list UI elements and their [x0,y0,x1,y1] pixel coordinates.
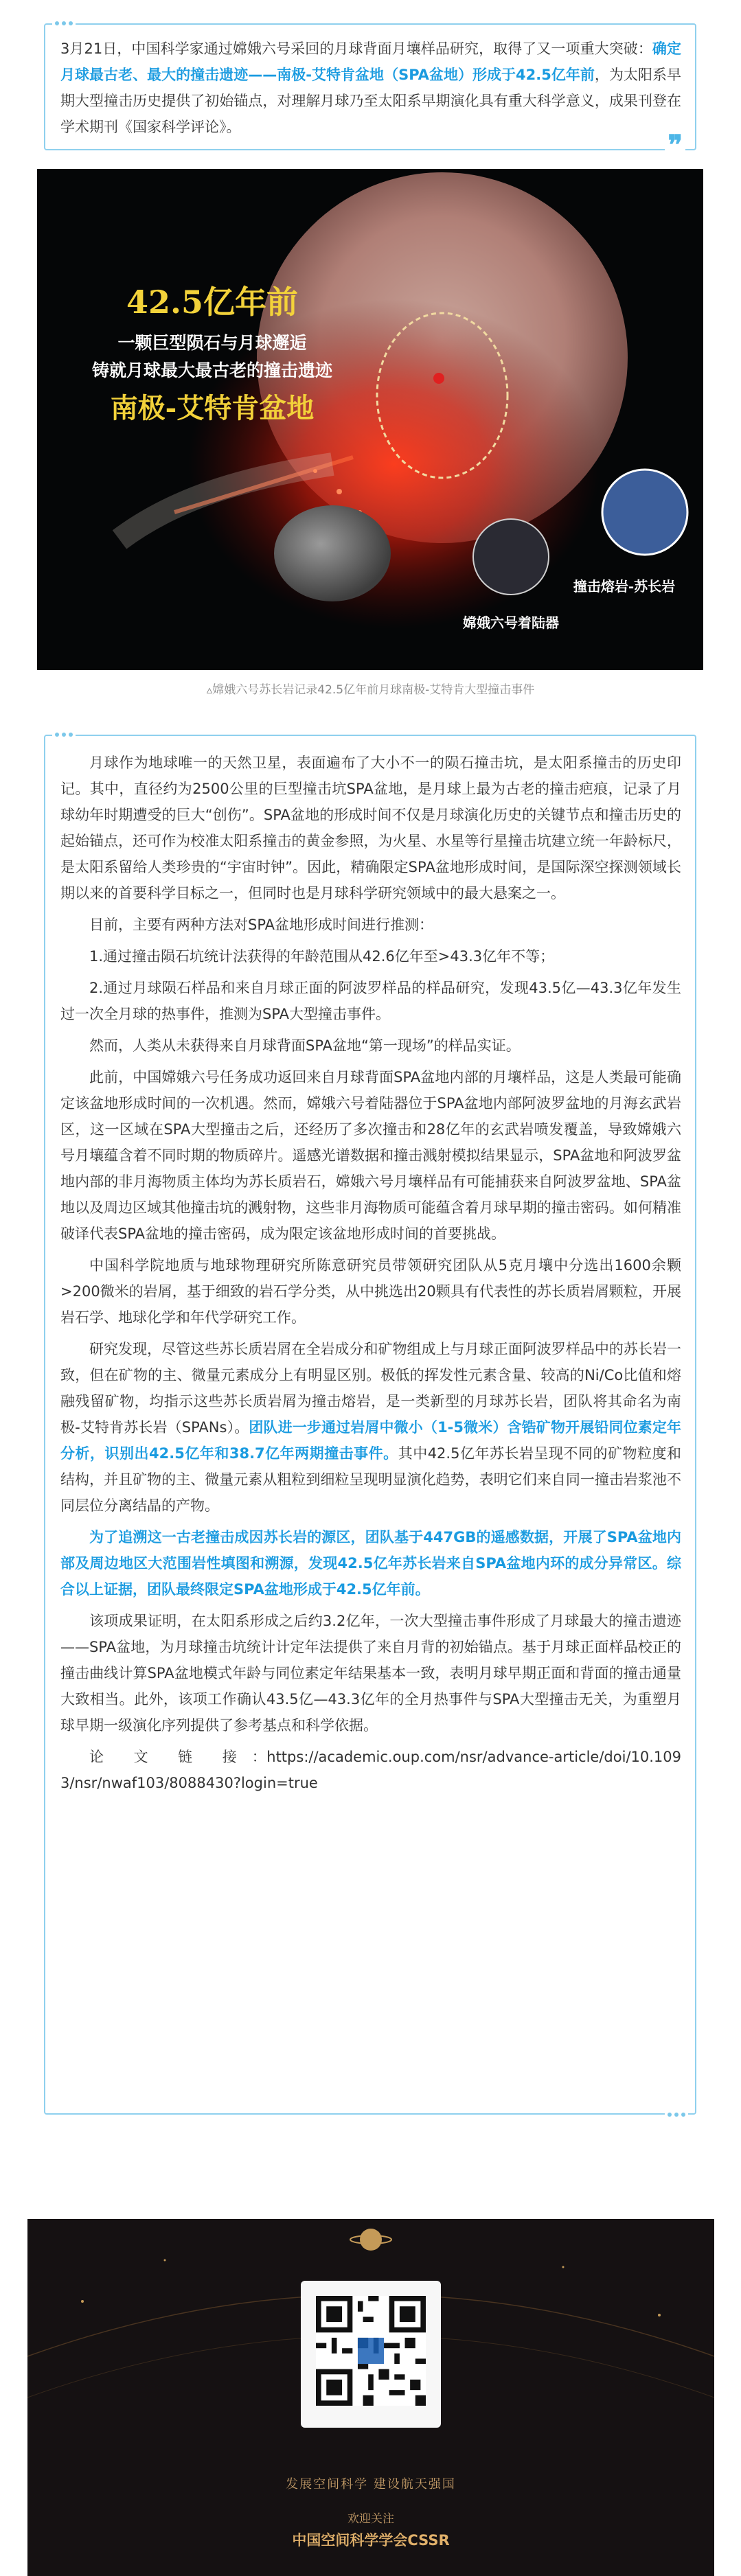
footer-org-name: 中国空间科学学会CSSR [292,2532,450,2549]
hero-label-rock: 撞击熔岩-苏长岩 [573,578,676,595]
article-body [60,750,681,1802]
body-paragraph: 然而，人类从未获得来自月球背面SPA盆地“第一现场”的样品实证。 [89,1037,521,1054]
body-highlight-paragraph: 为了追溯这一古老撞击成因苏长岩的源区，团队基于447GB的遥感数据，开展了SPA盆地内部及周边地区大范围岩性填图和溯源，发现42.5亿年苏长岩来自SPA盆地内环的成分异常区。综合以上证据，团队最终限定SPA盆地形成于42.5亿年前。 [60,1529,681,1598]
paper-link-label: 论 文 链 接 ： [89,1749,267,1765]
hero-subtitle-2: 铸就月球最大最古老的撞击遗迹 [91,360,333,380]
body-paragraph: 2.通过月球陨石样品和来自月球正面的阿波罗样品的样品研究，发现43.5亿—43.3亿年发生过一次全月球的热事件，推测为SPA大型撞击事件。 [60,980,681,1022]
footer-slogan: 发展空间科学 建设航天强国 [286,2477,456,2492]
body-text: 研究发现，尽管这些苏长质岩屑在全岩成分和矿物组成上与月球正面阿波罗样品中的苏长岩一致，但在矿物的主、微量元素成分上有明显区别。极低的挥发性元素含量、较高的Ni/Co比值和熔融残留矿物，均指示这些苏长质岩屑为撞击熔岩，是一类新型的月球苏长岩，团队将其命名为南极-艾特肯苏长岩（SPANs）。 [60,1341,681,1436]
planet-icon [360,2229,382,2251]
body-paragraph: 月球作为地球唯一的天然卫星，表面遍布了大小不一的陨石撞击坑，是太阳系撞击的历史印记。其中，直径约为2500公里的巨型撞击坑SPA盆地，是月球上最为古老的撞击疤痕，记录了月球幼年时期遭受的巨大“创伤”。SPA盆地的形成时间不仅是月球演化历史的关键节点和撞击历史的起始锚点，还可作为校准太阳系撞击的黄金参照，为火星、水星等行星撞击坑建立统一年龄标尺，是太阳系留给人类珍贵的“宇宙时钟”。因此，精确限定SPA盆地形成时间，是国际深空探测领域长期以来的首要科学目标之一，但同时也是月球科学研究领域中的最大悬案之一。 [60,755,681,901]
corner-dots-decoration [52,733,76,737]
intro-paragraph [60,36,681,140]
intro-highlight: 确定月球最古老、最大的撞击遗迹——南极-艾特肯盆地（SPA盆地）形成于42.5亿年前 [60,41,681,83]
intro-text: 3月21日，中国科学家通过嫦娥六号采回的月球背面月壤样品研究，取得了又一项重大突破： [60,41,652,57]
rock-inset [602,470,687,555]
body-text: 其中42.5亿年苏长岩呈现不同的矿物粒度和结构，并且矿物的主、微量元素从粗粒到细粒呈现明显演化趋势，表明它们来自同一撞击岩浆池不同层位分离结晶的产物。 [60,1445,681,1514]
body-highlight: 团队进一步通过岩屑中微小（1-5微米）含锆矿物开展铅同位素定年分析，识别出42.5亿年和38.7亿年两期撞击事件。 [60,1419,681,1462]
body-paragraph: 此前，中国嫦娥六号任务成功返回来自月球背面SPA盆地内部的月壤样品，这是人类最可能确定该盆地形成时间的一次机遇。然而，嫦娥六号着陆器位于SPA盆地内部阿波罗盆地的月海玄武岩区，这一区域在SPA大型撞击之后，还经历了多次撞击和28亿年的玄武岩喷发覆盖，导致嫦娥六号月壤蕴含着不同时期的物质碎片。遥感光谱数据和撞击溅射模拟结果显示，SPA盆地和阿波罗盆地内部的非月海物质主体均为苏长质岩石，嫦娥六号月壤样品有可能捕获来自阿波罗盆地、SPA盆地以及周边区域其他撞击坑的溅射物，这些非月海物质可能蕴含着月球早期的撞击密码。如何精准破译代表SPA盆地的撞击密码，成为限定该盆地形成时间的首要挑战。 [60,1069,681,1242]
image-caption: ▵嫦娥六号苏长岩记录42.5亿年前月球南极-艾特肯大型撞击事件 [206,683,535,697]
body-paragraph: 中国科学院地质与地球物理研究所陈意研究员带领研究团队从5克月壤中分选出1600余颗>200微米的岩屑，基于细致的岩石学分类，从中挑选出20颗具有代表性的苏长质岩屑颗粒，开展岩石学、地球化学和年代学研究工作。 [60,1257,681,1326]
paper-link-paragraph [60,1744,681,1796]
paper-link[interactable]: https://academic.oup.com/nsr/advance-article/doi/10.1093/nsr/nwaf103/8088430?login=true [60,1749,681,1791]
intro-text-end: ，为太阳系早期大型撞击历史提供了初始锚点，对理解月球乃至太阳系早期演化具有重大科学意义，成果刊登在学术期刊《国家科学评论》。 [60,67,682,135]
hero-basin-name: 南极-艾特肯盆地 [110,392,315,424]
body-paragraph: 1.通过撞击陨石坑统计法获得的年龄范围从42.6亿年至>43.3亿年不等； [89,948,555,965]
footer-follow-text: 欢迎关注 [347,2512,394,2526]
corner-dots-decoration [52,21,76,25]
hero-label-lander: 嫦娥六号着陆器 [463,614,559,631]
hero-image [37,169,703,670]
body-paragraph: 目前，主要有两种方法对SPA盆地形成时间进行推测： [89,917,434,933]
footer-banner [27,2219,714,2576]
qr-card [301,2281,441,2428]
hero-subtitle-1: 一颗巨型陨石与月球邂逅 [117,333,307,353]
corner-dots-decoration [665,2113,688,2117]
asteroid-shape [274,505,391,601]
moon-impact-illustration [37,169,703,670]
hero-title-age: 42.5亿年前 [126,284,299,321]
quote-icon: ❞ [665,134,685,157]
body-paragraph: 该项成果证明，在太阳系形成之后约3.2亿年，一次大型撞击事件形成了月球最大的撞击遗迹——SPA盆地，为月球撞击坑统计计定年法提供了来自月背的初始锚点。基于月球正面样品校正的撞击曲线计算SPA盆地模式年龄与同位素定年结果基本一致，表明月球早期正面和背面的撞击通量大致相当。此外，该项工作确认43.5亿—43.3亿年的全月热事件与SPA大型撞击无关，为重塑月球早期一级演化序列提供了参考基点和科学依据。 [60,1613,681,1734]
lander-inset [473,519,549,595]
qr-code-icon[interactable] [316,2296,426,2406]
body-paragraph [60,1336,681,1519]
